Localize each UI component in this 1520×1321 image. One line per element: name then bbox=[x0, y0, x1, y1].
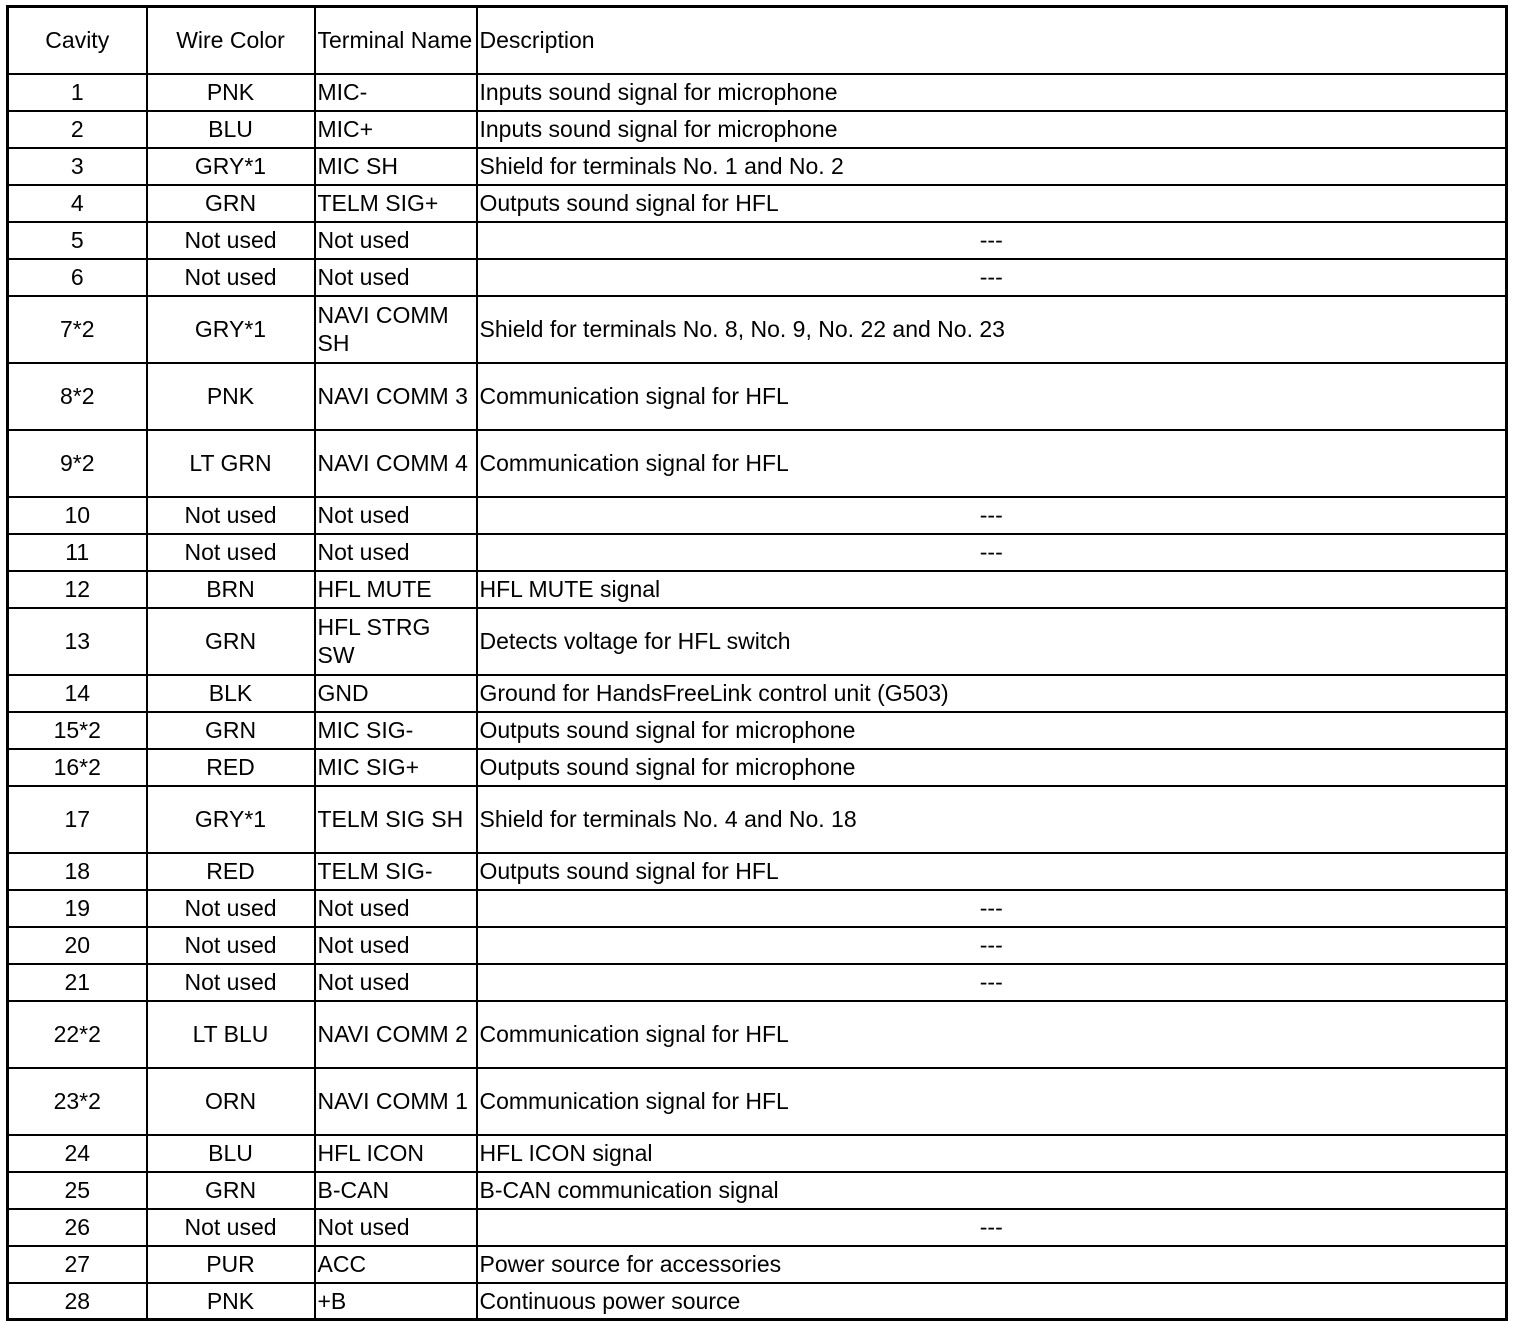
cell-wire-color: BLK bbox=[147, 675, 315, 712]
cell-terminal-name: MIC- bbox=[315, 74, 477, 111]
cell-cavity: 16*2 bbox=[8, 749, 147, 786]
cell-wire-color: Not used bbox=[147, 964, 315, 1001]
cell-terminal-name: HFL STRG SW bbox=[315, 608, 477, 675]
cell-terminal-name: MIC+ bbox=[315, 111, 477, 148]
cell-description: --- bbox=[477, 222, 1507, 259]
table-row bbox=[8, 296, 1507, 363]
table-row bbox=[8, 675, 1507, 712]
cell-wire-color: GRN bbox=[147, 608, 315, 675]
table-header-row bbox=[8, 7, 1507, 74]
header-terminal-name: Terminal Name bbox=[315, 7, 477, 74]
cell-cavity: 20 bbox=[8, 927, 147, 964]
cell-description: Power source for accessories bbox=[477, 1246, 1507, 1283]
cell-cavity: 18 bbox=[8, 853, 147, 890]
cell-wire-color: ORN bbox=[147, 1068, 315, 1135]
cell-cavity: 7*2 bbox=[8, 296, 147, 363]
table-row bbox=[8, 259, 1507, 296]
table-row bbox=[8, 1001, 1507, 1068]
cell-cavity: 13 bbox=[8, 608, 147, 675]
table-row bbox=[8, 712, 1507, 749]
header-wire-color: Wire Color bbox=[147, 7, 315, 74]
cell-wire-color: PNK bbox=[147, 1283, 315, 1320]
cell-wire-color: Not used bbox=[147, 890, 315, 927]
cell-wire-color: BLU bbox=[147, 111, 315, 148]
table-row bbox=[8, 1246, 1507, 1283]
table-row bbox=[8, 1172, 1507, 1209]
cell-terminal-name: Not used bbox=[315, 1209, 477, 1246]
cell-wire-color: Not used bbox=[147, 222, 315, 259]
cell-cavity: 24 bbox=[8, 1135, 147, 1172]
table-row bbox=[8, 786, 1507, 853]
cell-cavity: 17 bbox=[8, 786, 147, 853]
table-row bbox=[8, 927, 1507, 964]
cell-cavity: 1 bbox=[8, 74, 147, 111]
cell-description: Communication signal for HFL bbox=[477, 1001, 1507, 1068]
cell-terminal-name: NAVI COMM 3 bbox=[315, 363, 477, 430]
cell-cavity: 8*2 bbox=[8, 363, 147, 430]
cell-description: Continuous power source bbox=[477, 1283, 1507, 1320]
cell-wire-color: BRN bbox=[147, 571, 315, 608]
table-row bbox=[8, 964, 1507, 1001]
cell-wire-color: GRY*1 bbox=[147, 786, 315, 853]
cell-wire-color: Not used bbox=[147, 1209, 315, 1246]
cell-wire-color: LT BLU bbox=[147, 1001, 315, 1068]
cell-cavity: 26 bbox=[8, 1209, 147, 1246]
cell-cavity: 9*2 bbox=[8, 430, 147, 497]
table-row bbox=[8, 890, 1507, 927]
cell-cavity: 15*2 bbox=[8, 712, 147, 749]
cell-description: HFL ICON signal bbox=[477, 1135, 1507, 1172]
cell-description: Inputs sound signal for microphone bbox=[477, 74, 1507, 111]
cell-terminal-name: Not used bbox=[315, 964, 477, 1001]
cell-description: Communication signal for HFL bbox=[477, 430, 1507, 497]
header-description: Description bbox=[477, 7, 1507, 74]
cell-terminal-name: Not used bbox=[315, 222, 477, 259]
cell-cavity: 14 bbox=[8, 675, 147, 712]
cell-terminal-name: Not used bbox=[315, 890, 477, 927]
table-row bbox=[8, 608, 1507, 675]
cell-terminal-name: HFL MUTE bbox=[315, 571, 477, 608]
table-row bbox=[8, 430, 1507, 497]
table-row bbox=[8, 1135, 1507, 1172]
cell-description: HFL MUTE signal bbox=[477, 571, 1507, 608]
cell-description: Shield for terminals No. 1 and No. 2 bbox=[477, 148, 1507, 185]
cell-terminal-name: MIC SH bbox=[315, 148, 477, 185]
cell-description: --- bbox=[477, 1209, 1507, 1246]
cell-terminal-name: B-CAN bbox=[315, 1172, 477, 1209]
cell-cavity: 12 bbox=[8, 571, 147, 608]
cell-description: Outputs sound signal for microphone bbox=[477, 712, 1507, 749]
cell-wire-color: GRN bbox=[147, 1172, 315, 1209]
cell-terminal-name: MIC SIG+ bbox=[315, 749, 477, 786]
cell-description: Outputs sound signal for HFL bbox=[477, 185, 1507, 222]
cell-cavity: 4 bbox=[8, 185, 147, 222]
table-row bbox=[8, 1209, 1507, 1246]
cell-terminal-name: NAVI COMM 1 bbox=[315, 1068, 477, 1135]
table-row bbox=[8, 185, 1507, 222]
cell-wire-color: GRY*1 bbox=[147, 296, 315, 363]
table-row bbox=[8, 749, 1507, 786]
cell-terminal-name: TELM SIG+ bbox=[315, 185, 477, 222]
table-row bbox=[8, 111, 1507, 148]
cell-description: --- bbox=[477, 890, 1507, 927]
cell-terminal-name: +B bbox=[315, 1283, 477, 1320]
cell-cavity: 22*2 bbox=[8, 1001, 147, 1068]
cell-cavity: 10 bbox=[8, 497, 147, 534]
cell-description: Communication signal for HFL bbox=[477, 1068, 1507, 1135]
table-row bbox=[8, 853, 1507, 890]
header-cavity: Cavity bbox=[8, 7, 147, 74]
table-row bbox=[8, 363, 1507, 430]
cell-cavity: 25 bbox=[8, 1172, 147, 1209]
cell-wire-color: GRN bbox=[147, 712, 315, 749]
cell-description: Outputs sound signal for HFL bbox=[477, 853, 1507, 890]
table-row bbox=[8, 74, 1507, 111]
table-row bbox=[8, 1068, 1507, 1135]
cell-cavity: 27 bbox=[8, 1246, 147, 1283]
cell-wire-color: PNK bbox=[147, 74, 315, 111]
cell-terminal-name: NAVI COMM 2 bbox=[315, 1001, 477, 1068]
cell-wire-color: LT GRN bbox=[147, 430, 315, 497]
cell-wire-color: RED bbox=[147, 749, 315, 786]
cell-terminal-name: TELM SIG- bbox=[315, 853, 477, 890]
cell-description: B-CAN communication signal bbox=[477, 1172, 1507, 1209]
cell-terminal-name: NAVI COMM 4 bbox=[315, 430, 477, 497]
cell-wire-color: Not used bbox=[147, 259, 315, 296]
cell-description: Detects voltage for HFL switch bbox=[477, 608, 1507, 675]
cell-description: --- bbox=[477, 964, 1507, 1001]
cell-description: --- bbox=[477, 534, 1507, 571]
cell-wire-color: PUR bbox=[147, 1246, 315, 1283]
cell-description: --- bbox=[477, 259, 1507, 296]
connector-pinout-table bbox=[6, 5, 1508, 1321]
cell-description: Shield for terminals No. 8, No. 9, No. 22 and No. 23 bbox=[477, 296, 1507, 363]
cell-wire-color: BLU bbox=[147, 1135, 315, 1172]
cell-description: Inputs sound signal for microphone bbox=[477, 111, 1507, 148]
cell-terminal-name: Not used bbox=[315, 534, 477, 571]
cell-wire-color: Not used bbox=[147, 927, 315, 964]
cell-cavity: 11 bbox=[8, 534, 147, 571]
table-row bbox=[8, 1283, 1507, 1320]
cell-cavity: 23*2 bbox=[8, 1068, 147, 1135]
cell-wire-color: RED bbox=[147, 853, 315, 890]
cell-description: Ground for HandsFreeLink control unit (G503) bbox=[477, 675, 1507, 712]
cell-terminal-name: Not used bbox=[315, 259, 477, 296]
cell-description: --- bbox=[477, 497, 1507, 534]
cell-cavity: 6 bbox=[8, 259, 147, 296]
cell-terminal-name: TELM SIG SH bbox=[315, 786, 477, 853]
table-body bbox=[8, 74, 1507, 1320]
cell-wire-color: GRY*1 bbox=[147, 148, 315, 185]
cell-cavity: 28 bbox=[8, 1283, 147, 1320]
cell-cavity: 21 bbox=[8, 964, 147, 1001]
cell-description: --- bbox=[477, 927, 1507, 964]
cell-description: Outputs sound signal for microphone bbox=[477, 749, 1507, 786]
cell-cavity: 2 bbox=[8, 111, 147, 148]
table-row bbox=[8, 222, 1507, 259]
cell-terminal-name: GND bbox=[315, 675, 477, 712]
cell-terminal-name: NAVI COMM SH bbox=[315, 296, 477, 363]
cell-terminal-name: Not used bbox=[315, 927, 477, 964]
cell-cavity: 5 bbox=[8, 222, 147, 259]
table-row bbox=[8, 148, 1507, 185]
table-row bbox=[8, 571, 1507, 608]
cell-cavity: 19 bbox=[8, 890, 147, 927]
table-row bbox=[8, 497, 1507, 534]
cell-description: Shield for terminals No. 4 and No. 18 bbox=[477, 786, 1507, 853]
cell-terminal-name: HFL ICON bbox=[315, 1135, 477, 1172]
table-row bbox=[8, 534, 1507, 571]
cell-terminal-name: ACC bbox=[315, 1246, 477, 1283]
cell-terminal-name: MIC SIG- bbox=[315, 712, 477, 749]
cell-wire-color: Not used bbox=[147, 534, 315, 571]
cell-cavity: 3 bbox=[8, 148, 147, 185]
cell-wire-color: Not used bbox=[147, 497, 315, 534]
cell-wire-color: PNK bbox=[147, 363, 315, 430]
cell-terminal-name: Not used bbox=[315, 497, 477, 534]
cell-wire-color: GRN bbox=[147, 185, 315, 222]
cell-description: Communication signal for HFL bbox=[477, 363, 1507, 430]
